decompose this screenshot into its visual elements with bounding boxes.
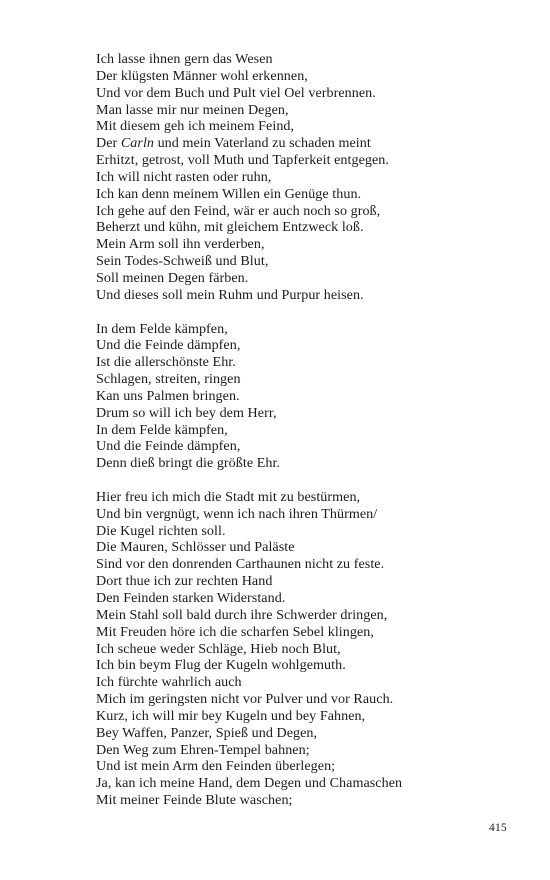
verse-line: Ich fürchte wahrlich auch xyxy=(96,674,242,691)
verse-line: Ich lasse ihnen gern das Wesen xyxy=(96,51,273,67)
verse-line: Ist die allerschönste Ehr. xyxy=(96,354,236,371)
verse-line: Kurz, ich will mir bey Kugeln und bey Fahnen, xyxy=(96,707,366,724)
verse-line: Und die Feinde dämpfen, xyxy=(96,438,241,455)
verse-line-text: und mein Vaterland zu schaden meint xyxy=(154,135,371,152)
verse-line: Und bin vergnügt, wenn ich nach ihren Thürmen/ xyxy=(96,505,378,522)
verse-line: Dort thue ich zur rechten Hand xyxy=(96,573,273,590)
stanza-1 xyxy=(96,51,516,304)
verse-line: Ja, kan ich meine Hand, dem Degen und Chamaschen xyxy=(96,775,403,792)
verse-line: Ich gehe auf den Feind, wär er auch noch so groß, xyxy=(96,202,381,219)
verse-line: In dem Felde kämpfen, xyxy=(96,320,228,337)
verse-line: Erhitzt, getrost, voll Muth und Tapferkeit entgegen. xyxy=(96,152,389,169)
stanza-2 xyxy=(96,321,516,473)
verse-line: Man lasse mir nur meinen Degen, xyxy=(96,101,289,118)
verse-line: Mit meiner Feinde Blute waschen; xyxy=(96,792,293,809)
verse-line: Beherzt und kühn, mit gleichem Entzweck loß. xyxy=(96,219,364,236)
verse-line: Den Weg zum Ehren-Tempel bahnen; xyxy=(96,741,310,758)
page-number: 415 xyxy=(489,822,507,834)
italic-name: Carln xyxy=(120,135,155,152)
verse-line: Mein Arm soll ihn verderben, xyxy=(96,236,265,253)
verse-line-text: Der xyxy=(96,135,121,152)
verse-line: Und ist mein Arm den Feinden überlegen; xyxy=(96,758,336,775)
verse-line: Bey Waffen, Panzer, Spieß und Degen, xyxy=(96,724,318,741)
verse-line: Der klügsten Männer wohl erkennen, xyxy=(96,67,308,84)
verse-line: Hier freu ich mich die Stadt mit zu bestürmen, xyxy=(96,488,361,505)
verse-line: Die Kugel richten soll. xyxy=(96,522,226,539)
verse-line: Den Feinden starken Widerstand. xyxy=(96,590,286,606)
verse-line: Ich scheue weder Schläge, Hieb noch Blut, xyxy=(96,640,341,657)
verse-line: Mit diesem geh ich meinem Feind, xyxy=(96,118,295,135)
verse-line: Sind vor den donrenden Carthaunen nicht zu feste. xyxy=(96,556,385,573)
verse-line: Mich im geringsten nicht vor Pulver und vor Rauch. xyxy=(96,691,394,708)
poem-text xyxy=(96,51,516,809)
verse-line: Kan uns Palmen bringen. xyxy=(96,387,240,404)
verse-line: Denn dieß bringt die größte Ehr. xyxy=(96,455,280,472)
stanza-3 xyxy=(96,489,516,809)
verse-line: Ich bin beym Flug der Kugeln wohlgemuth. xyxy=(96,657,346,674)
verse-line: Mein Stahl soll bald durch ihre Schwerder dringen, xyxy=(96,606,388,623)
verse-line: Und die Feinde dämpfen, xyxy=(96,337,241,354)
verse-line: Mit Freuden höre ich die scharfen Sebel klingen, xyxy=(96,623,374,640)
verse-line: Schlagen, streiten, ringen xyxy=(96,371,241,388)
verse-line: In dem Felde kämpfen, xyxy=(96,421,228,438)
verse-line: Und dieses soll mein Ruhm und Purpur heisen. xyxy=(96,286,364,303)
verse-line: Drum so will ich bey dem Herr, xyxy=(96,404,277,421)
verse-line: Ich will nicht rasten oder ruhn, xyxy=(96,168,272,185)
verse-line: Die Mauren, Schlösser und Paläste xyxy=(96,539,295,556)
verse-line xyxy=(96,135,516,152)
verse-line: Ich kan denn meinem Willen ein Genüge thun. xyxy=(96,185,362,202)
verse-line: Und vor dem Buch und Pult viel Oel verbrennen. xyxy=(96,84,376,101)
verse-line: Sein Todes-Schweiß und Blut, xyxy=(96,253,269,270)
verse-line: Soll meinen Degen färben. xyxy=(96,269,249,286)
